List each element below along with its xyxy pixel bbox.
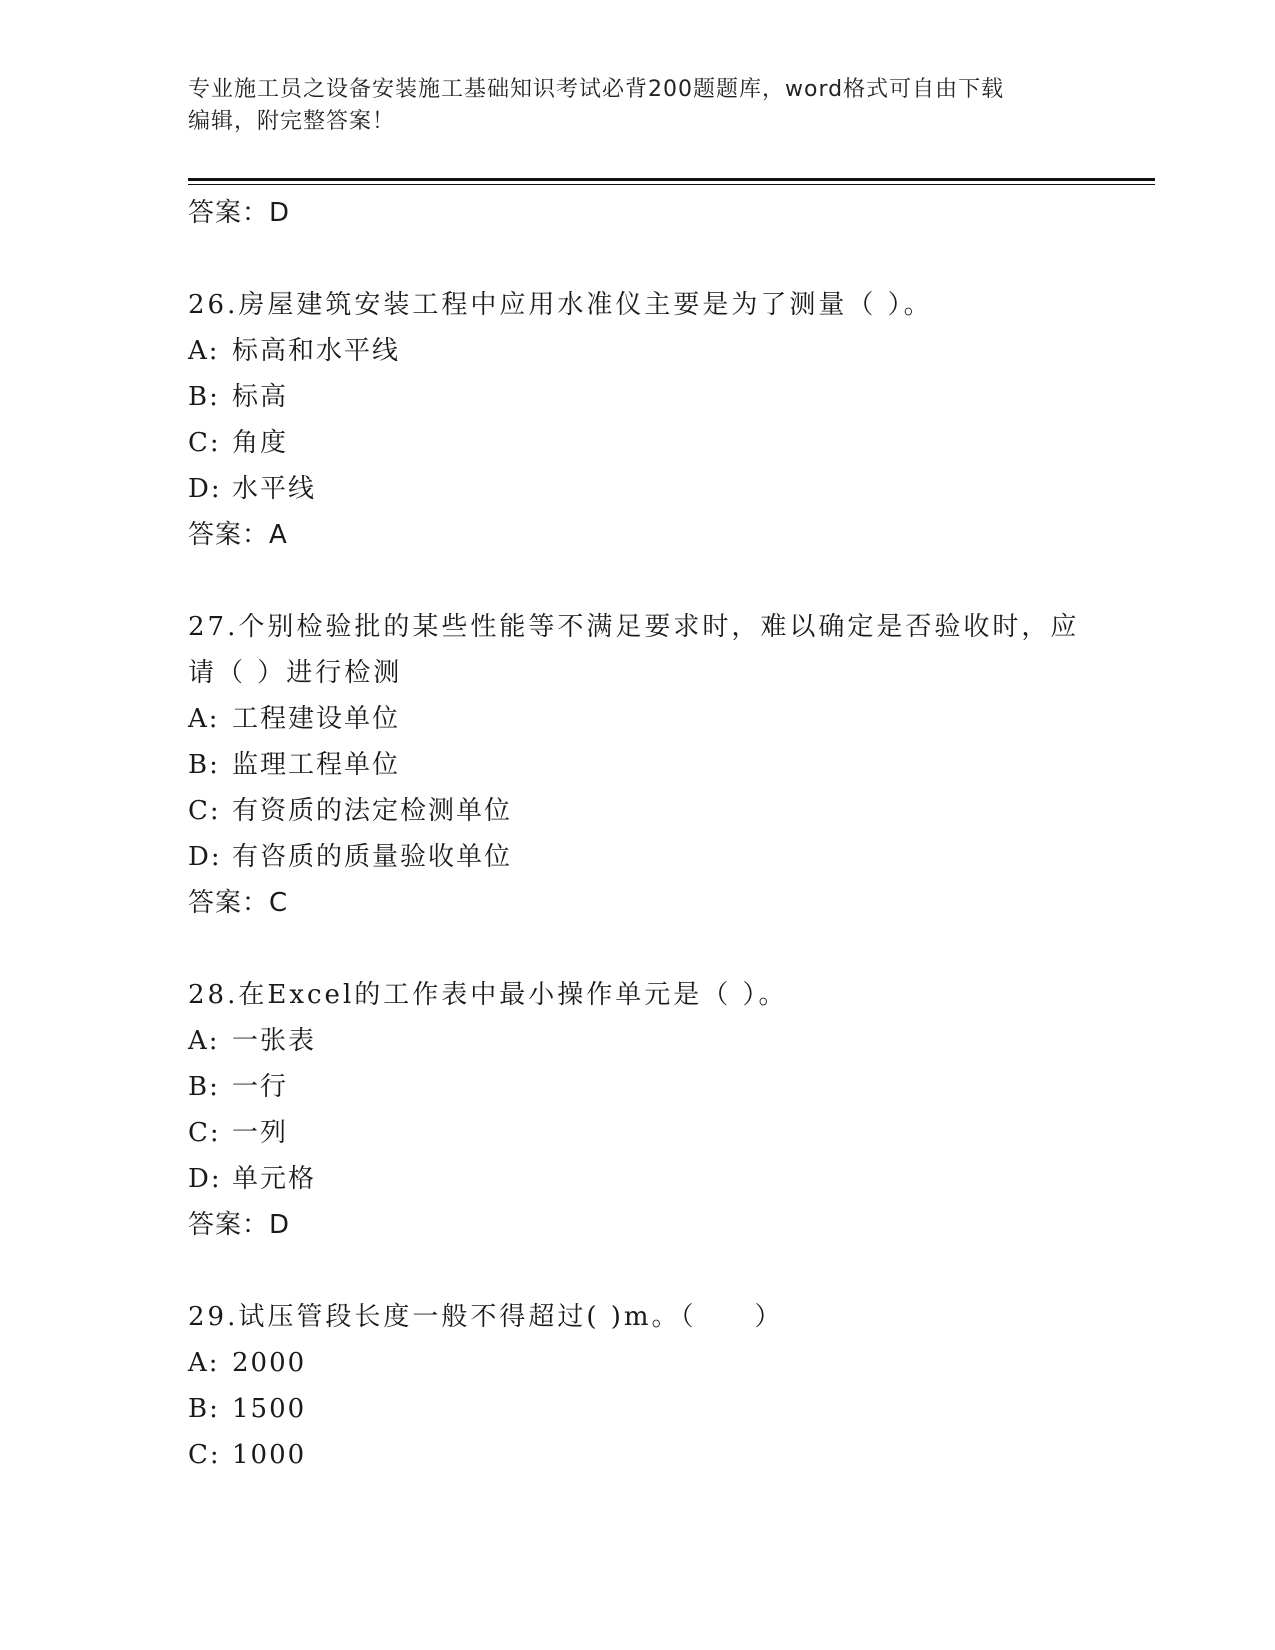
option-text: 一张表 xyxy=(232,1026,317,1056)
option-label: A: xyxy=(188,336,220,366)
option-c xyxy=(188,1110,1088,1156)
option-text: 有咨质的质量验收单位 xyxy=(232,842,513,872)
option-text: 监理工程单位 xyxy=(232,750,401,780)
option-a xyxy=(188,1340,1088,1386)
option-text: 有资质的法定检测单位 xyxy=(232,796,513,826)
option-label: A: xyxy=(188,704,220,734)
option-text: 标高 xyxy=(232,382,289,412)
option-d xyxy=(188,834,1088,880)
option-text: 1000 xyxy=(232,1440,307,1470)
spacer xyxy=(188,1248,1088,1294)
option-a xyxy=(188,328,1088,374)
option-b xyxy=(188,742,1088,788)
spacer xyxy=(188,236,1088,282)
question-stem: 28.在Excel的工作表中最小操作单元是（ ）。 xyxy=(188,980,788,1010)
option-text: 2000 xyxy=(232,1348,307,1378)
question-stem: 29.试压管段长度一般不得超过( )m。（ ） xyxy=(188,1302,784,1332)
option-label: B: xyxy=(188,1072,220,1102)
previous-answer: 答案：D xyxy=(188,198,291,228)
option-a xyxy=(188,696,1088,742)
option-label: D: xyxy=(188,474,222,504)
question-stem: 26.房屋建筑安装工程中应用水准仪主要是为了测量（ ）。 xyxy=(188,290,933,320)
option-label: C: xyxy=(188,428,221,458)
option-text: 标高和水平线 xyxy=(232,336,401,366)
answer: 答案：C xyxy=(188,888,289,918)
option-c xyxy=(188,420,1088,466)
option-b xyxy=(188,1064,1088,1110)
option-label: C: xyxy=(188,1440,221,1470)
option-c xyxy=(188,1432,1088,1478)
question-29 xyxy=(188,1294,1088,1478)
header-divider-thin xyxy=(188,184,1155,185)
spacer xyxy=(188,558,1088,604)
option-label: A: xyxy=(188,1026,220,1056)
option-label: B: xyxy=(188,382,220,412)
option-a xyxy=(188,1018,1088,1064)
option-text: 单元格 xyxy=(232,1164,317,1194)
option-label: C: xyxy=(188,1118,221,1148)
answer: 答案：D xyxy=(188,1210,291,1240)
option-b xyxy=(188,374,1088,420)
question-27 xyxy=(188,604,1088,926)
option-label: C: xyxy=(188,796,221,826)
header-title-line1: 专业施工员之设备安装施工基础知识考试必背200题题库，word格式可自由下载 xyxy=(188,77,1005,102)
option-text: 工程建设单位 xyxy=(232,704,401,734)
option-label: B: xyxy=(188,750,220,780)
spacer xyxy=(188,926,1088,972)
option-text: 水平线 xyxy=(232,474,317,504)
question-stem-line2: 请（ ）进行检测 xyxy=(188,658,403,688)
header-title-line2: 编辑，附完整答案！ xyxy=(188,109,396,134)
question-26 xyxy=(188,282,1088,558)
option-b xyxy=(188,1386,1088,1432)
option-label: D: xyxy=(188,842,222,872)
option-text: 一列 xyxy=(232,1118,289,1148)
option-label: D: xyxy=(188,1164,222,1194)
option-d xyxy=(188,466,1088,512)
header-divider-thick xyxy=(188,178,1155,181)
answer: 答案：A xyxy=(188,520,288,550)
option-text: 一行 xyxy=(232,1072,289,1102)
option-text: 1500 xyxy=(232,1394,307,1424)
option-label: B: xyxy=(188,1394,220,1424)
document-header xyxy=(188,74,1068,138)
option-d xyxy=(188,1156,1088,1202)
option-text: 角度 xyxy=(232,428,289,458)
question-28 xyxy=(188,972,1088,1248)
option-c xyxy=(188,788,1088,834)
question-stem-line1: 27.个别检验批的某些性能等不满足要求时，难以确定是否验收时，应 xyxy=(188,612,1080,642)
option-label: A: xyxy=(188,1348,220,1378)
question-list xyxy=(188,190,1088,1478)
